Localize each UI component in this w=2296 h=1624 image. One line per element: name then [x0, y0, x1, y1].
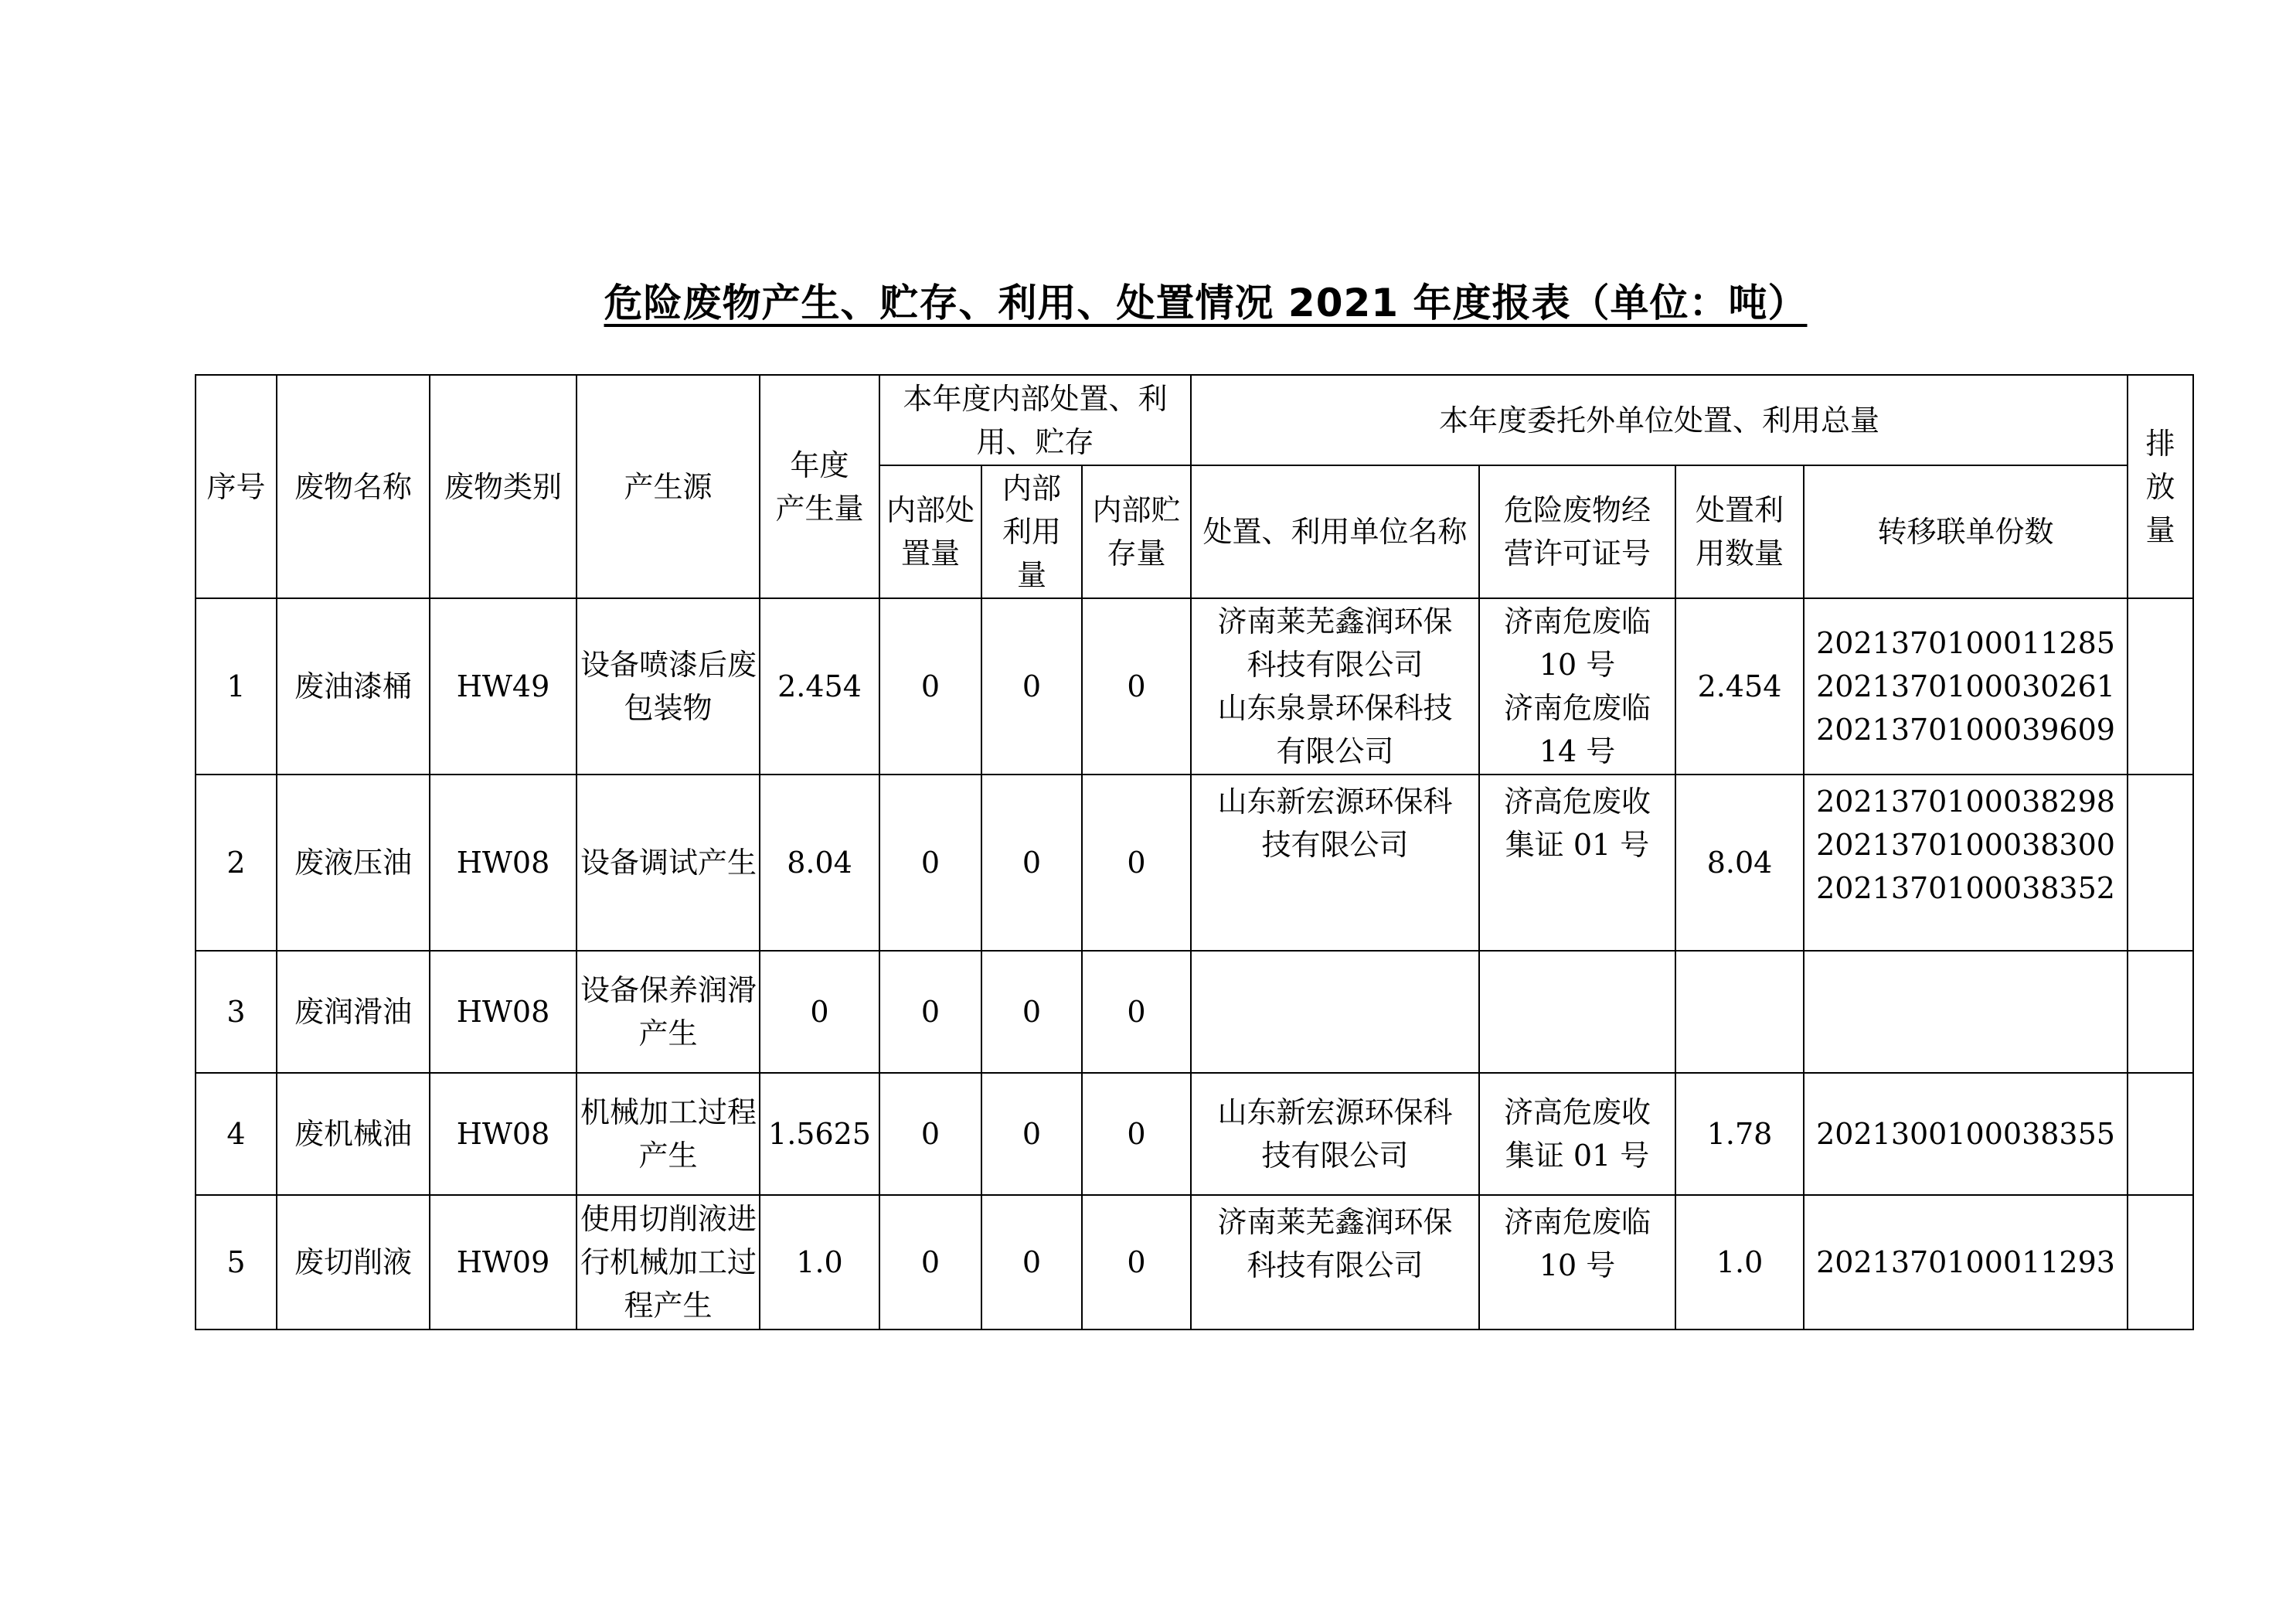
row-unit-name-line: 山东新宏源环保科: [1217, 785, 1453, 819]
row-waste-category: HW08: [430, 951, 577, 1073]
row-manifest-number: 2021370100038298: [1816, 785, 2115, 819]
row-license-line: 济高危废收: [1504, 785, 1651, 819]
row-manifests: [1804, 598, 2128, 775]
row-unit-name-line: 山东新宏源环保科: [1217, 1095, 1453, 1129]
row-emission: [2128, 1195, 2193, 1330]
row-seq: 1: [196, 598, 277, 775]
row-source-line: 设备调试产生: [580, 846, 757, 880]
header-annual-output: [760, 375, 879, 598]
row-source-line: 使用切削液进: [580, 1202, 757, 1236]
row-source: [577, 1195, 760, 1330]
row-manifest-number: 2021370100011285: [1816, 626, 2115, 660]
row-license: [1479, 1195, 1675, 1330]
row-source-line: 包装物: [624, 691, 713, 725]
header-internal-use-line: 内部: [1002, 472, 1061, 506]
row-seq: 5: [196, 1195, 277, 1330]
header-license: [1479, 465, 1675, 598]
row-disposal-amount: 2.454: [1675, 598, 1804, 775]
row-license: [1479, 951, 1675, 1073]
header-external-group: 本年度委托外单位处置、利用总量: [1191, 375, 2128, 465]
row-source: [577, 775, 760, 951]
row-internal-storage: 0: [1082, 1073, 1191, 1195]
row-unit-name-line: 技有限公司: [1261, 1139, 1409, 1173]
row-source: [577, 598, 760, 775]
row-license-line: 10 号: [1539, 1248, 1616, 1282]
row-source-line: 设备保养润滑: [580, 973, 757, 1007]
row-waste-category: HW09: [430, 1195, 577, 1330]
row-unit-name: [1191, 1195, 1479, 1330]
row-manifest-number: 2021300100038355: [1816, 1117, 2115, 1151]
row-unit-name: [1191, 775, 1479, 951]
table-row: [196, 598, 2193, 775]
row-license: [1479, 775, 1675, 951]
row-internal-use: 0: [981, 598, 1082, 775]
row-unit-name-line: 有限公司: [1276, 734, 1394, 768]
row-unit-name-line: 技有限公司: [1261, 828, 1409, 862]
header-annual-output-line: 产生量: [775, 491, 864, 526]
row-seq: 2: [196, 775, 277, 951]
row-unit-name-line: 山东泉景环保科技: [1217, 691, 1453, 725]
row-manifests: [1804, 775, 2128, 951]
row-unit-name-line: 科技有限公司: [1247, 1248, 1424, 1282]
header-seq: 序号: [196, 375, 277, 598]
header-internal-group: [879, 375, 1191, 465]
row-emission: [2128, 951, 2193, 1073]
row-unit-name: [1191, 951, 1479, 1073]
table-row: [196, 775, 2193, 951]
row-source-line: 程产生: [624, 1289, 713, 1323]
table-row: [196, 951, 2193, 1073]
row-disposal-amount: 1.78: [1675, 1073, 1804, 1195]
row-license-line: 济高危废收: [1504, 1095, 1651, 1129]
header-internal-group-line: 本年度内部处置、利: [903, 381, 1168, 416]
header-internal-disposal-line: 内部处: [886, 493, 975, 527]
row-waste-name: 废油漆桶: [277, 598, 430, 775]
row-license-line: 集证 01 号: [1505, 828, 1650, 862]
header-internal-storage-line: 内部贮: [1092, 493, 1181, 527]
row-internal-disposal: 0: [879, 951, 981, 1073]
row-disposal-amount: 1.0: [1675, 1195, 1804, 1330]
row-emission: [2128, 598, 2193, 775]
row-annual-output: 8.04: [760, 775, 879, 951]
table-row: [196, 1073, 2193, 1195]
row-annual-output: 0: [760, 951, 879, 1073]
header-emission: [2128, 375, 2193, 598]
row-internal-use: 0: [981, 1073, 1082, 1195]
header-source: 产生源: [577, 375, 760, 598]
row-internal-storage: 0: [1082, 775, 1191, 951]
row-disposal-amount: 8.04: [1675, 775, 1804, 951]
header-waste-name: 废物名称: [277, 375, 430, 598]
header-internal-use-line: 量: [1016, 558, 1046, 592]
row-annual-output: 2.454: [760, 598, 879, 775]
row-internal-storage: 0: [1082, 951, 1191, 1073]
header-license-line: 营许可证号: [1504, 536, 1651, 570]
row-waste-name: 废液压油: [277, 775, 430, 951]
row-waste-name: 废切削液: [277, 1195, 430, 1330]
row-internal-use: 0: [981, 1195, 1082, 1330]
row-license: [1479, 1073, 1675, 1195]
header-waste-category: 废物类别: [430, 375, 577, 598]
row-internal-storage: 0: [1082, 1195, 1191, 1330]
header-emission-char: 量: [2145, 512, 2175, 547]
row-license: [1479, 598, 1675, 775]
header-internal-disposal-line: 置量: [900, 536, 960, 570]
row-manifest-number: 2021370100030261: [1816, 669, 2115, 703]
row-waste-name: 废机械油: [277, 1073, 430, 1195]
row-internal-use: 0: [981, 951, 1082, 1073]
row-internal-disposal: 0: [879, 775, 981, 951]
row-internal-disposal: 0: [879, 598, 981, 775]
header-internal-use-line: 利用: [1002, 515, 1061, 549]
row-annual-output: 1.0: [760, 1195, 879, 1330]
row-unit-name: [1191, 598, 1479, 775]
row-emission: [2128, 775, 2193, 951]
header-manifests: 转移联单份数: [1804, 465, 2128, 598]
row-manifests: [1804, 1195, 2128, 1330]
row-source-line: 产生: [638, 1016, 698, 1050]
header-internal-storage: [1082, 465, 1191, 598]
row-source-line: 行机械加工过: [580, 1245, 757, 1279]
header-annual-output-line: 年度: [790, 448, 849, 482]
row-internal-disposal: 0: [879, 1073, 981, 1195]
row-manifests: [1804, 951, 2128, 1073]
header-emission-char: 放: [2145, 469, 2175, 504]
row-manifest-number: 2021370100039609: [1816, 713, 2115, 747]
row-internal-disposal: 0: [879, 1195, 981, 1330]
row-license-line: 济南危废临: [1504, 604, 1651, 638]
row-emission: [2128, 1073, 2193, 1195]
row-waste-name: 废润滑油: [277, 951, 430, 1073]
row-seq: 3: [196, 951, 277, 1073]
row-waste-category: HW08: [430, 1073, 577, 1195]
row-source-line: 设备喷漆后废: [580, 648, 757, 682]
header-emission-char: 排: [2145, 426, 2175, 461]
row-source: [577, 951, 760, 1073]
row-license-line: 济南危废临: [1504, 1205, 1651, 1239]
row-manifest-number: 2021370100038352: [1816, 871, 2115, 905]
row-manifests: [1804, 1073, 2128, 1195]
row-source-line: 机械加工过程: [580, 1095, 757, 1129]
header-internal-group-line: 用、贮存: [976, 424, 1094, 459]
row-unit-name-line: 济南莱芜鑫润环保: [1217, 1205, 1453, 1239]
row-license-line: 集证 01 号: [1505, 1139, 1650, 1173]
row-source-line: 产生: [638, 1139, 698, 1173]
row-seq: 4: [196, 1073, 277, 1195]
table-row: [196, 1195, 2193, 1330]
header-disposal-amount-line: 用数量: [1696, 536, 1784, 570]
header-disposal-amount-line: 处置利: [1696, 493, 1784, 527]
row-license-line: 14 号: [1539, 734, 1616, 768]
header-internal-storage-line: 存量: [1107, 536, 1166, 570]
header-unit-name: 处置、利用单位名称: [1191, 465, 1479, 598]
row-license-line: 济南危废临: [1504, 691, 1651, 725]
header-disposal-amount: [1675, 465, 1804, 598]
hazardous-waste-table: [195, 374, 2194, 1330]
row-manifest-number: 2021370100011293: [1816, 1245, 2115, 1279]
report-title: 危险废物产生、贮存、利用、处置情况 2021 年度报表（单位：吨）: [604, 281, 1808, 325]
header-row-1: [196, 375, 2193, 465]
row-source: [577, 1073, 760, 1195]
header-internal-use: [981, 465, 1082, 598]
row-unit-name-line: 科技有限公司: [1247, 648, 1424, 682]
row-internal-use: 0: [981, 775, 1082, 951]
row-annual-output: 1.5625: [760, 1073, 879, 1195]
row-unit-name-line: 济南莱芜鑫润环保: [1217, 604, 1453, 638]
header-internal-disposal: [879, 465, 981, 598]
row-license-line: 10 号: [1539, 648, 1616, 682]
row-manifest-number: 2021370100038300: [1816, 828, 2115, 862]
row-internal-storage: 0: [1082, 598, 1191, 775]
row-waste-category: HW49: [430, 598, 577, 775]
header-license-line: 危险废物经: [1504, 493, 1651, 527]
row-unit-name: [1191, 1073, 1479, 1195]
row-waste-category: HW08: [430, 775, 577, 951]
row-disposal-amount: [1675, 951, 1804, 1073]
